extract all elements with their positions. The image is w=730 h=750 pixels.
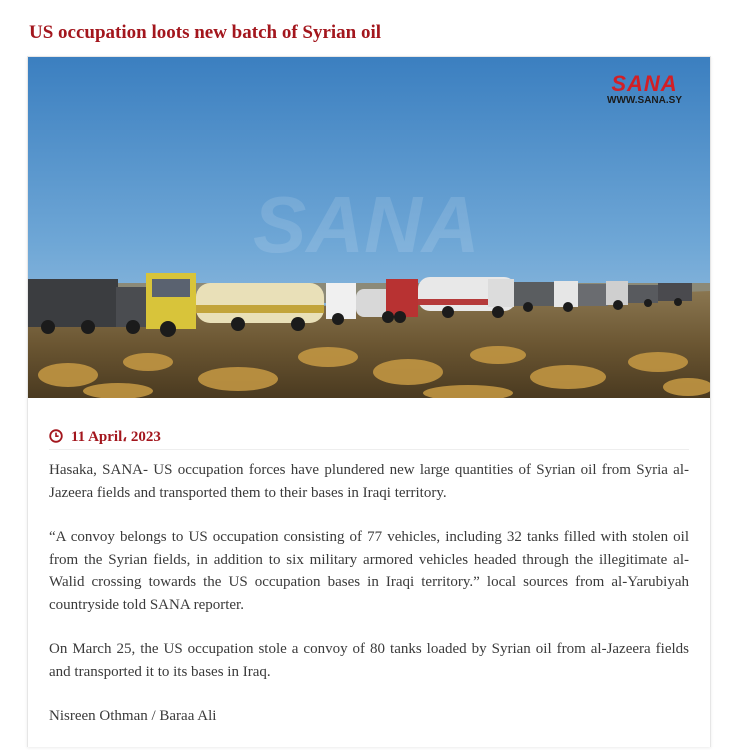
byline: Nisreen Othman / Baraa Ali <box>49 708 217 724</box>
article-photo <box>28 57 710 398</box>
date-row <box>49 423 689 450</box>
clock-icon <box>49 429 63 443</box>
logo-url: WWW.SANA.SY <box>607 95 682 106</box>
paragraph: Hasaka, SANA- US occupation forces have plundered new large quantities of Syrian oil from Syria al-Jazeera fields and transported them to their bases in Iraqi territory. <box>49 462 689 501</box>
publish-date: 11 April، 2023 <box>71 428 161 445</box>
photo-watermark: SANA <box>253 180 480 269</box>
logo-text: SANA <box>611 71 678 96</box>
article-title[interactable]: US occupation loots new batch of Syrian oil <box>29 22 382 43</box>
article-card <box>27 56 711 747</box>
paragraph: On March 25, the US occupation stole a convoy of 80 tanks loaded by Syrian oil from al-Jazeera fields and transported it to its bases in Iraq. <box>49 641 689 680</box>
sana-logo <box>607 73 682 107</box>
article-body <box>49 459 689 750</box>
paragraph: “A convoy belongs to US occupation consisting of 77 vehicles, including 32 tanks filled with stolen oil from the Syrian fields, in addition to six military armored vehicles headed through the illegitimate al-Walid crossing towards the US occupation bases in Iraqi territory.” local sources from al-Yarubiyah countryside told SANA reporter. <box>49 529 689 613</box>
